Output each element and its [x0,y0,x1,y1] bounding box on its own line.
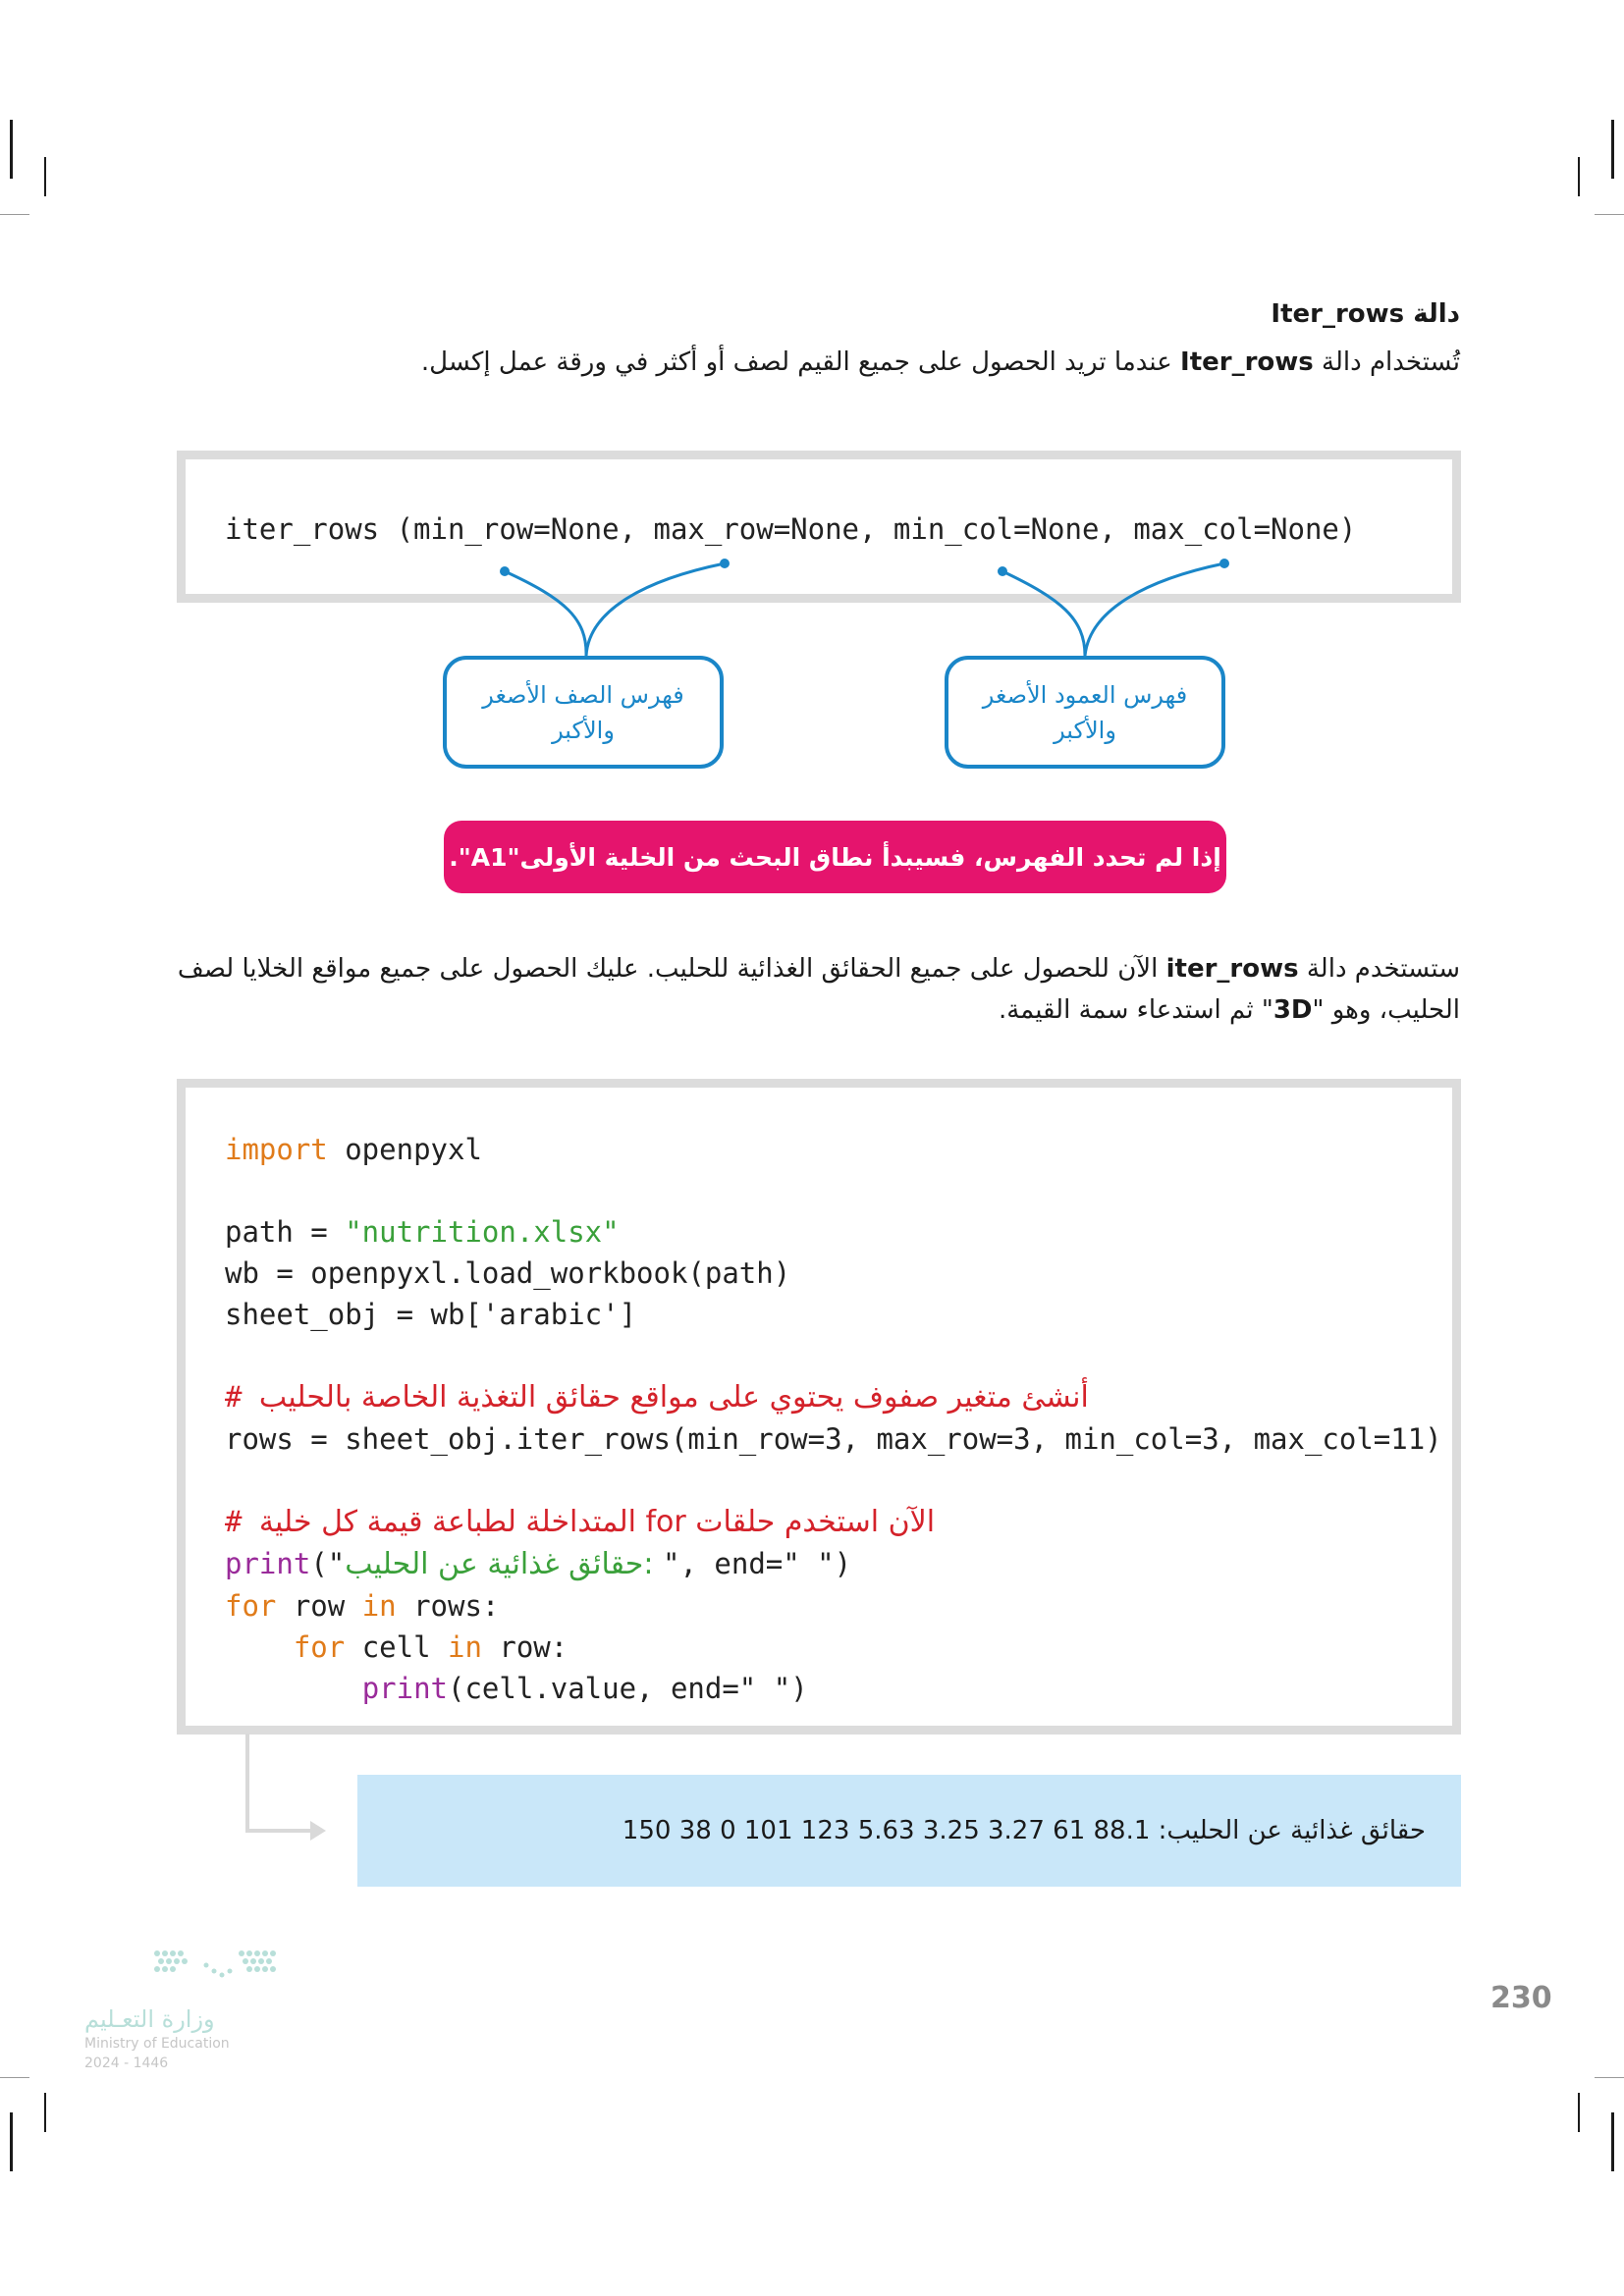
ministry-year: 2024 - 1446 [84,2056,169,2071]
code-line-for-cell: for cell in row: [293,1630,568,1664]
crop-mark [10,2112,13,2171]
connector-dot [500,566,510,576]
ministry-name-ar: وزارة التعـليم [84,2005,215,2033]
output-arrow-icon [236,1734,334,1851]
code-line-path: path = "nutrition.xlsx" [225,1215,620,1249]
crop-mark [1578,2093,1580,2132]
code-line-sheet: sheet_obj = wb['arabic'] [225,1298,637,1331]
connector-dot [998,566,1007,576]
code-line-wb: wb = openpyxl.load_workbook(path) [225,1256,791,1290]
crop-mark [1611,2112,1614,2171]
row-index-label: فهرس الصف الأصغر والأكبر [443,656,724,769]
code-block [225,1129,1442,1709]
page-number: 230 [1490,1981,1552,2015]
ministry-logo-icon [147,1944,304,1993]
code-line-comment2: # الآن استخدم حلقات for المتداخلة لطباعة قيمة كل خلية [225,1505,936,1539]
connector-dot [1219,559,1229,568]
connector-dot [720,559,730,568]
code-line-print2: print(cell.value, end=" ") [361,1672,808,1705]
code-line-rows: rows = sheet_obj.iter_rows(min_row=3, max_row=3, min_col=3, max_col=11) [225,1422,1442,1456]
intro-func-name: Iter_rows [1180,347,1314,377]
code-box [177,1079,1461,1735]
note-banner: إذا لم تحدد الفهرس، فسيبدأ نطاق البحث من الخلية الأولى"A1". [444,821,1226,893]
program-output: حقائق غذائية عن الحليب: 88.1 61 3.27 3.25 5.63 123 101 0 38 150 [357,1775,1461,1887]
explanation-paragraph: ستستخدم دالة iter_rows الآن للحصول على جميع الحقائق الغذائية للحليب. عليك الحصول على جميع مواقع الخلايا لصف الحليب، وهو "3D" ثم استدعاء سمة القيمة. [177,954,1460,1025]
syntax-code: iter_rows (min_row=None, max_row=None, min_col=None, max_col=None) [225,512,1357,546]
intro-text: تُستخدام دالة Iter_rows عندما تريد الحصول على جميع القيم لصف أو أكثر في ورقة عمل إكسل. [420,347,1460,377]
ministry-name-en: Ministry of Education [84,2036,230,2052]
code-line-for-row: for row in rows: [225,1589,500,1623]
connector-row-min [505,571,586,656]
section-heading: دالة Iter_rows [1271,299,1460,329]
connector-col-min [1002,571,1085,656]
col-index-label: فهرس العمود الأصغر والأكبر [945,656,1225,769]
crop-mark [1595,2077,1624,2078]
connector-col-max [1085,563,1224,656]
connector-lines [0,0,1624,785]
code-line-print1: print("حقائق غذائية عن الحليب: ", end=" ") [225,1547,852,1581]
crop-mark [0,2077,29,2078]
connector-row-max [586,563,725,656]
code-line-comment1: # أنشئ متغير صفوف يحتوي على مواقع حقائق التغذية الخاصة بالحليب [225,1380,1089,1415]
code-line-import: import openpyxl [225,1133,482,1166]
crop-mark [44,2093,46,2132]
